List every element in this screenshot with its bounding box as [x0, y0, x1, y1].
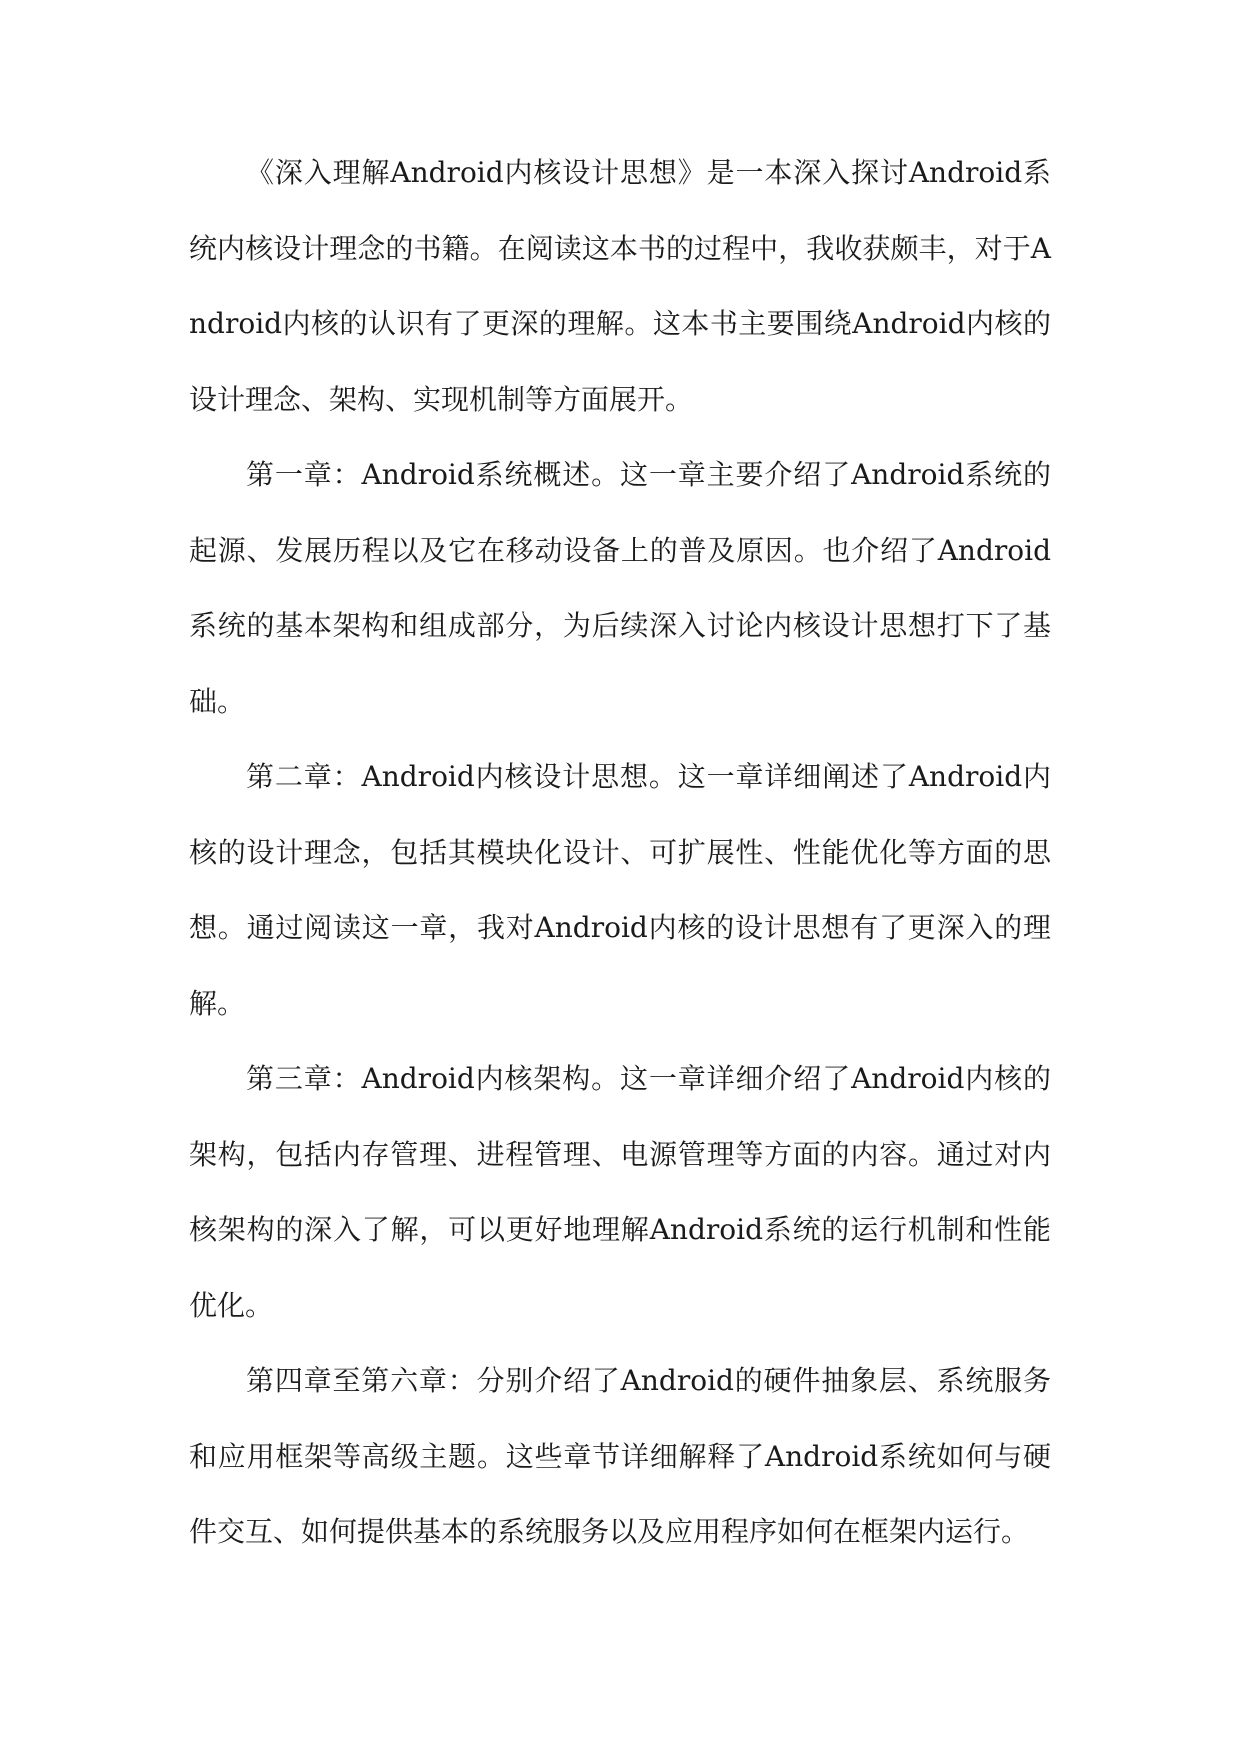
- paragraph-intro: 《深入理解Android内核设计思想》是一本深入探讨Android系统内核设计理念的书籍。在阅读这本书的过程中，我收获颇丰，对于Android内核的认识有了更深的理解。这本书主要围绕Android内核的设计理念、架构、实现机制等方面展开。: [189, 156, 1051, 416]
- paragraph-chapter-3: 第三章：Android内核架构。这一章详细介绍了Android内核的架构，包括内存管理、进程管理、电源管理等方面的内容。通过对内核架构的深入了解，可以更好地理解Android系统的运行机制和性能优化。: [189, 1062, 1051, 1322]
- paragraph-chapter-2: 第二章：Android内核设计思想。这一章详细阐述了Android内核的设计理念，包括其模块化设计、可扩展性、性能优化等方面的思想。通过阅读这一章，我对Android内核的设计思想有了更深入的理解。: [189, 760, 1051, 1020]
- paragraph-chapter-4-6: 第四章至第六章：分别介绍了Android的硬件抽象层、系统服务和应用框架等高级主题。这些章节详细解释了Android系统如何与硬件交互、如何提供基本的系统服务以及应用程序如何在框架内运行。: [189, 1364, 1051, 1548]
- document-body: [189, 135, 1051, 1570]
- paragraph-chapter-1: 第一章：Android系统概述。这一章主要介绍了Android系统的起源、发展历程以及它在移动设备上的普及原因。也介绍了Android系统的基本架构和组成部分，为后续深入讨论内核设计思想打下了基础。: [189, 458, 1051, 718]
